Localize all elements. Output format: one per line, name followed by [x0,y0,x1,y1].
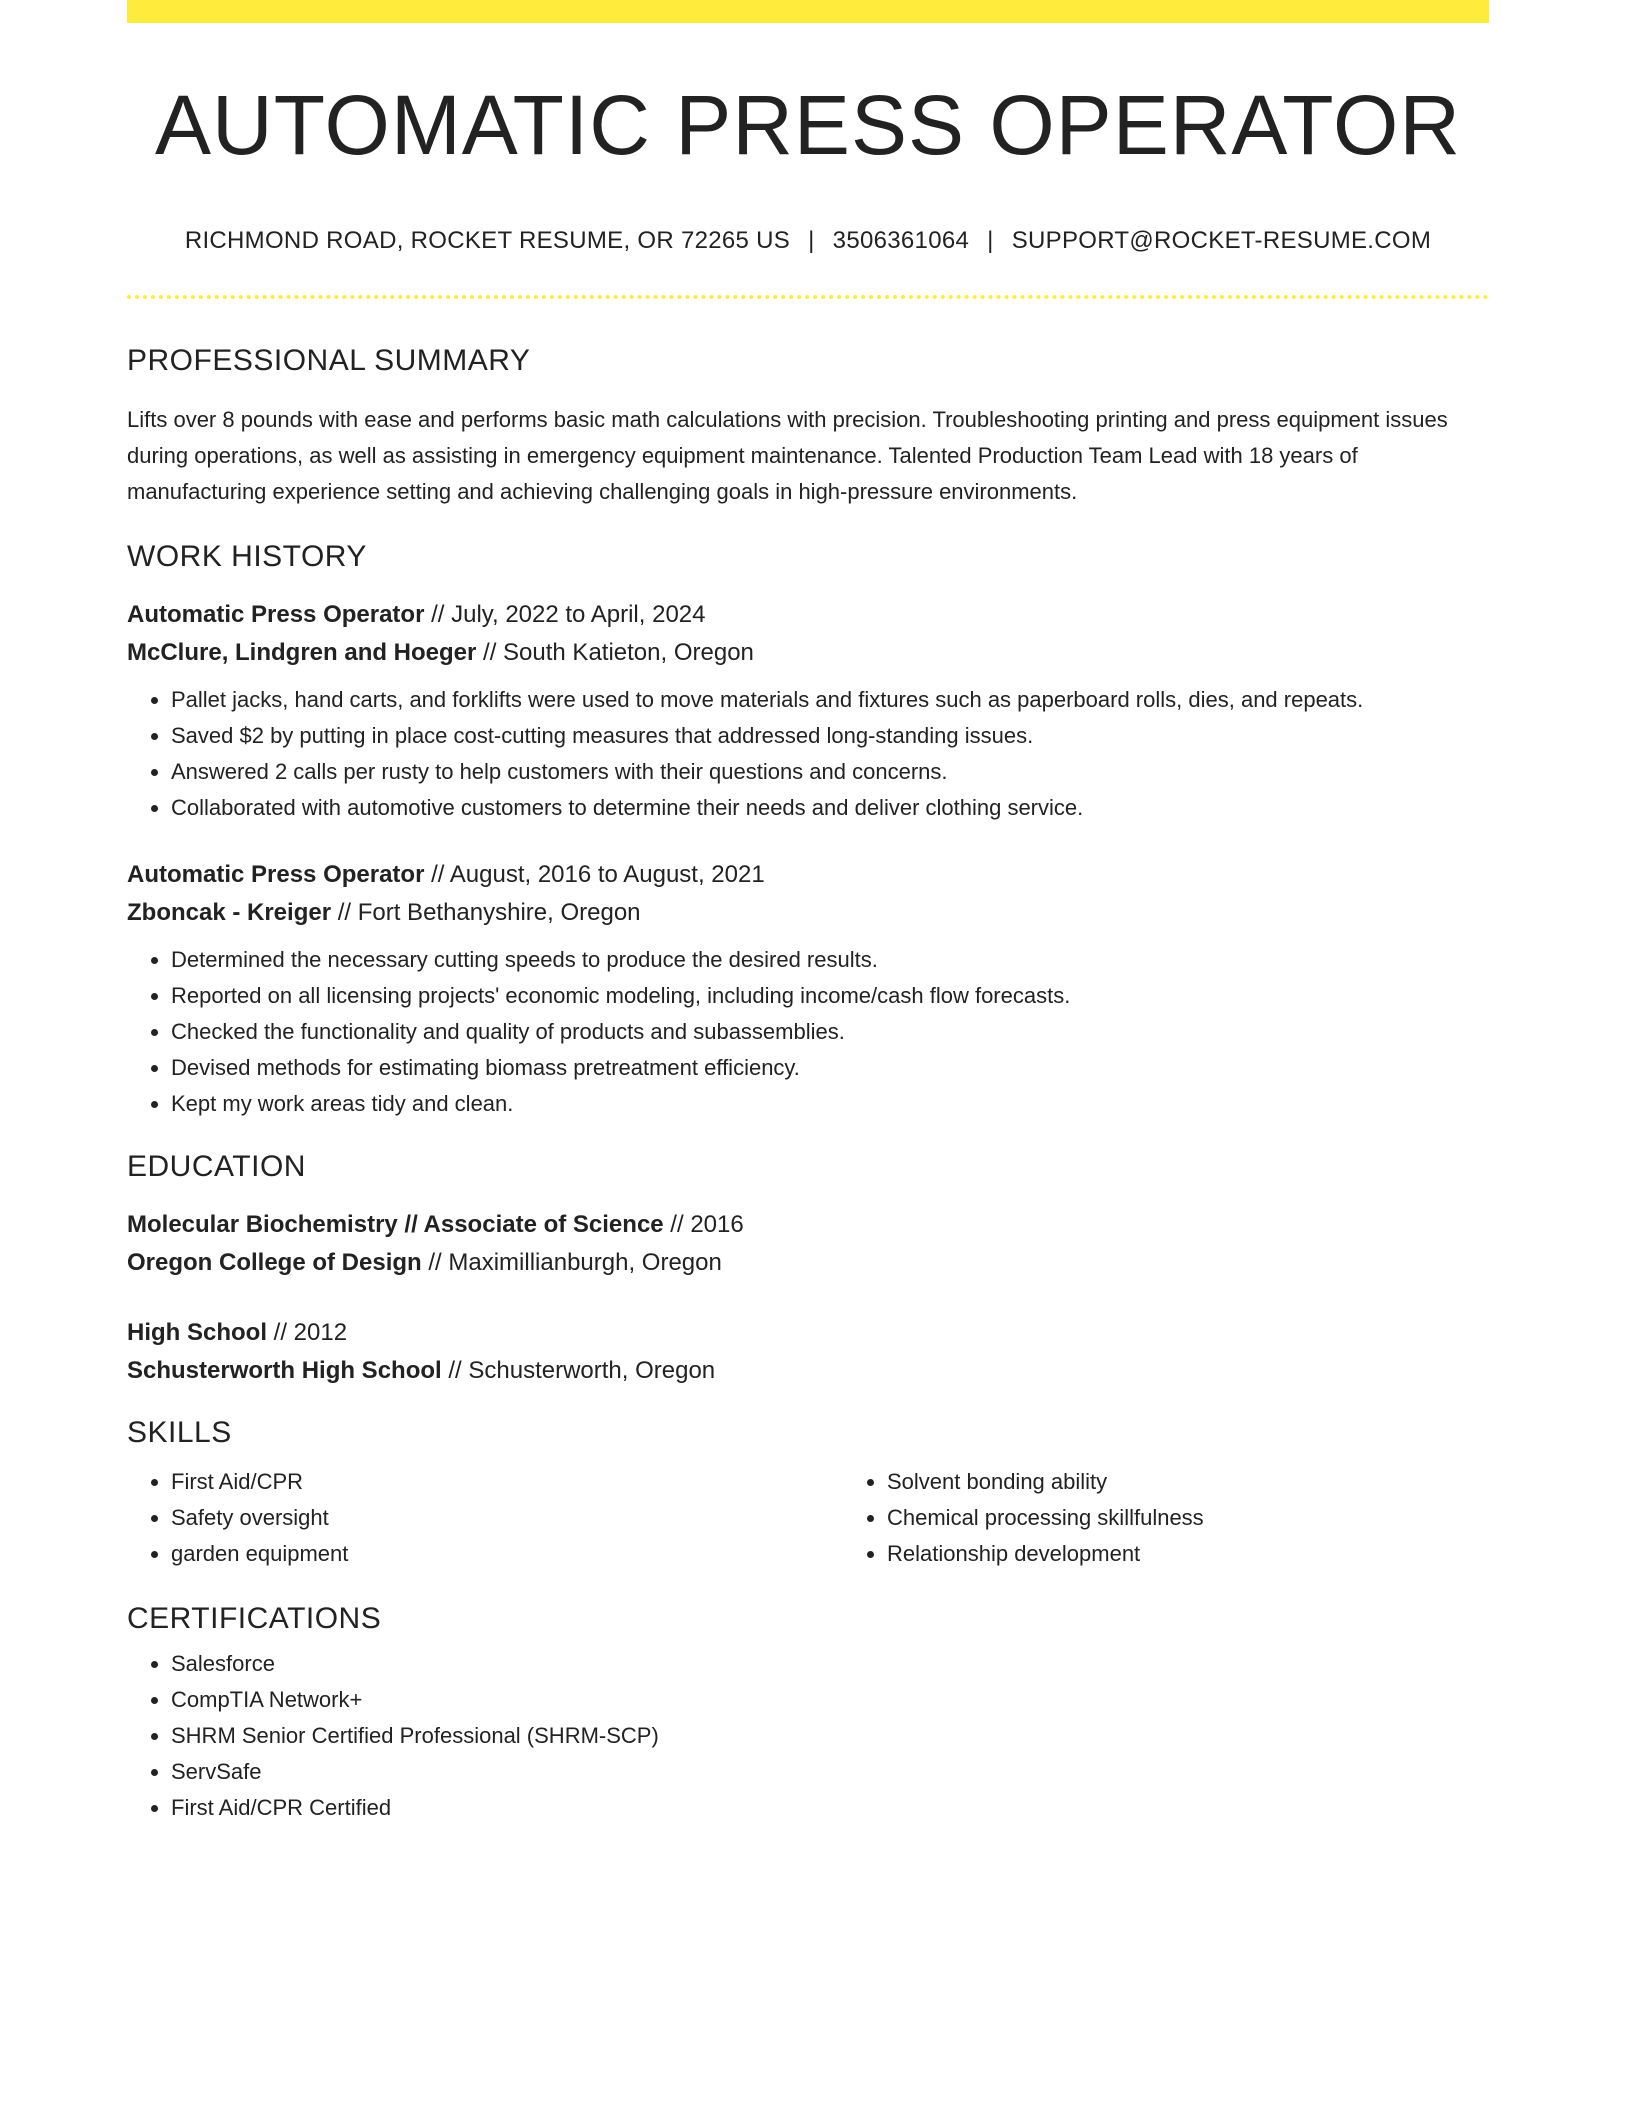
contact-separator: | [808,227,815,254]
education-entry [127,1314,1489,1390]
job-entry [127,596,1489,826]
job-dates: // July, 2022 to April, 2024 [424,601,706,628]
contact-email: SUPPORT@ROCKET-RESUME.COM [1011,227,1432,254]
job-bullet: • Devised methods for estimating biomass pretreatment efficiency. [171,1050,1489,1086]
job-company: McClure, Lindgren and Hoeger [127,639,477,666]
certifications-list [127,1646,1489,1826]
header-divider [127,295,1489,299]
education-degree-line [127,1314,1489,1352]
skill-item: • Safety oversight [171,1500,843,1536]
certification-item: • First Aid/CPR Certified [171,1790,1489,1826]
job-company-line [127,634,1489,672]
certification-item: • Salesforce [171,1646,1489,1682]
education-location: // Maximillianburgh, Oregon [421,1249,722,1276]
education-entry [127,1206,1489,1282]
education-year: // 2016 [663,1211,744,1238]
job-role: Automatic Press Operator [127,601,425,628]
contact-phone: 3506361064 [832,227,970,254]
education-school: Oregon College of Design [127,1249,422,1276]
education-school-line [127,1352,1489,1390]
job-bullets [127,682,1489,826]
work-history-heading: WORK HISTORY [127,540,367,573]
certification-item: • CompTIA Network+ [171,1682,1489,1718]
contact-line [127,227,1489,255]
job-company-line [127,894,1489,932]
skill-item: • garden equipment [171,1536,843,1572]
skill-item: • Chemical processing skillfulness [887,1500,1559,1536]
contact-address: RICHMOND ROAD, ROCKET RESUME, OR 72265 US [184,227,791,254]
job-bullets [127,942,1489,1122]
job-bullet: • Saved $2 by putting in place cost-cutting measures that addressed long-standing issues. [171,718,1489,754]
education-degree: Molecular Biochemistry // Associate of Science [127,1211,664,1238]
certification-item: • ServSafe [171,1754,1489,1790]
skill-item: • Relationship development [887,1536,1559,1572]
resume-page [127,0,1489,1826]
education-degree: High School [127,1319,267,1346]
certifications-heading: CERTIFICATIONS [127,1602,382,1635]
education-school-line [127,1244,1489,1282]
job-bullet: • Kept my work areas tidy and clean. [171,1086,1489,1122]
job-bullet: • Checked the functionality and quality of products and subassemblies. [171,1014,1489,1050]
skills-list-right [843,1464,1559,1572]
education-heading: EDUCATION [127,1150,306,1183]
job-role: Automatic Press Operator [127,861,425,888]
summary-heading: PROFESSIONAL SUMMARY [127,344,531,377]
job-bullet: • Collaborated with automotive customers to determine their needs and deliver clothing service. [171,790,1489,826]
education-location: // Schusterworth, Oregon [441,1357,716,1384]
resume-title: AUTOMATIC PRESS OPERATOR [155,78,1461,172]
job-location: // Fort Bethanyshire, Oregon [331,899,641,926]
skill-item: • First Aid/CPR [171,1464,843,1500]
job-company: Zboncak - Kreiger [127,899,332,926]
contact-separator: | [987,227,994,254]
skills-columns [127,1464,1489,1572]
skills-list-left [127,1464,843,1572]
skills-heading: SKILLS [127,1416,232,1449]
job-dates: // August, 2016 to August, 2021 [424,861,765,888]
job-entry [127,856,1489,1122]
top-accent-bar [127,0,1489,23]
job-bullet: • Answered 2 calls per rusty to help customers with their questions and concerns. [171,754,1489,790]
summary-text: Lifts over 8 pounds with ease and performs basic math calculations with precision. Troubleshooting printing and press equipment issues during operations, as well as assisting in emergency equipment maintenance. Talented Production Team Lead with 18 years of manufacturing experience setting and achieving challenging goals in high-pressure environments. [127,407,1448,504]
education-year: // 2012 [267,1319,348,1346]
job-bullet: • Pallet jacks, hand carts, and forklifts were used to move materials and fixtures such as paperboard rolls, dies, and repeats. [171,682,1489,718]
job-bullet: • Determined the necessary cutting speeds to produce the desired results. [171,942,1489,978]
job-title-line [127,596,1489,634]
job-bullet: • Reported on all licensing projects' economic modeling, including income/cash flow forecasts. [171,978,1489,1014]
job-location: // South Katieton, Oregon [476,639,754,666]
education-degree-line [127,1206,1489,1244]
job-title-line [127,856,1489,894]
education-school: Schusterworth High School [127,1357,442,1384]
skill-item: • Solvent bonding ability [887,1464,1559,1500]
certification-item: • SHRM Senior Certified Professional (SHRM-SCP) [171,1718,1489,1754]
